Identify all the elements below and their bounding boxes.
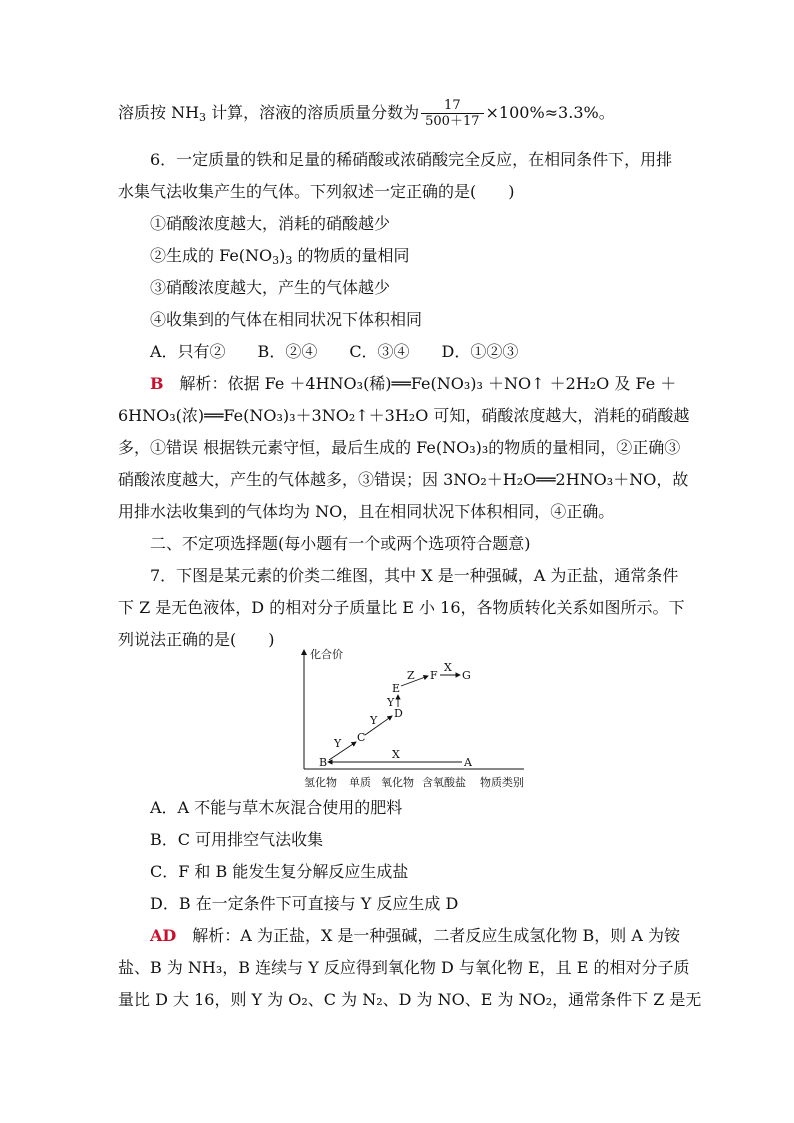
node-C: C — [357, 731, 366, 744]
question-7-line-1: 7．下图是某元素的价类二维图，其中 X 是一种强碱，A 为正盐，通常条件 — [150, 566, 679, 585]
text: 计算，溶液的溶质质量分数为 — [206, 103, 420, 122]
question-6-line-2: 水集气法收集产生的气体。下列叙述一定正确的是( ) — [118, 182, 515, 201]
edge-label: X — [392, 748, 400, 761]
x-category: 单质 — [349, 776, 371, 789]
option-7-b: B．C 可用排空气法收集 — [150, 830, 324, 849]
question-7-line-2: 下 Z 是无色液体，D 的相对分子质量比 E 小 16，各物质转化关系如图所示。下 — [118, 598, 685, 617]
section-heading: 二、不定项选择题(每小题有一个或两个选项符合题意) — [150, 534, 531, 553]
text: 解析：依据 Fe ＋4HNO₃(稀)══Fe(NO₃)₃ ＋NO↑ ＋2H₂O 及 Fe ＋ — [163, 374, 677, 393]
fraction-denominator: 500＋17 — [425, 114, 480, 129]
edge-label: X — [444, 661, 452, 674]
explanation-7-line-1 — [150, 926, 680, 946]
option-7-c: C．F 和 B 能发生复分解反应生成盐 — [150, 862, 409, 881]
text: ×100%≈3.3%。 — [485, 103, 615, 122]
x-category: 含氧酸盐 — [422, 776, 466, 789]
statement-2 — [150, 246, 410, 266]
solution-line-1 — [118, 98, 615, 129]
text: 解析：A 为正盐，X 是一种强碱，二者反应生成氢化物 B，则 A 为铵 — [176, 926, 680, 945]
text: ②生成的 Fe(NO — [150, 246, 273, 265]
answer-label: B — [150, 374, 164, 393]
node-G: G — [462, 669, 471, 682]
subscript: 3 — [199, 111, 207, 124]
fraction-numerator: 17 — [421, 98, 483, 114]
explanation-6-line-3: 多，①错误 根据铁元素守恒，最后生成的 Fe(NO₃)₃的物质的量相同，②正确③ — [118, 438, 681, 457]
text: 溶质按 NH — [118, 103, 200, 122]
explanation-7-line-3: 量比 D 大 16，则 Y 为 O₂、C 为 N₂、D 为 NO、E 为 NO₂，通常条件下 Z 是无 — [118, 990, 702, 1009]
edge-label: Y — [334, 737, 342, 750]
explanation-7-line-2: 盐、B 为 NH₃，B 连续与 Y 反应得到氧化物 D 与氧化物 E，且 E 的相对分子质 — [118, 958, 690, 977]
question-7-line-3: 列说法正确的是( ) — [118, 630, 275, 649]
subscript: 3 — [285, 254, 293, 267]
edge-label: Y — [387, 696, 395, 709]
question-6-options: A．只有② B．②④ C．③④ D．①②③ — [150, 342, 519, 361]
x-category: 物质类别 — [480, 776, 524, 789]
explanation-6-line-4: 硝酸浓度越大，产生的气体越多，③错误；因 3NO₂＋H₂O══2HNO₃＋NO，故 — [118, 470, 689, 489]
subscript: 3 — [272, 254, 280, 267]
node-F: F — [430, 669, 438, 682]
statement-1: ①硝酸浓度越大，消耗的硝酸越少 — [150, 214, 391, 233]
node-A: A — [464, 756, 472, 769]
fraction — [421, 98, 483, 129]
question-6-line-1: 6．一定质量的铁和足量的稀硝酸或浓硝酸完全反应，在相同条件下，用排 — [150, 150, 673, 169]
option-7-a: A．A 不能与草木灰混合使用的肥料 — [150, 798, 403, 817]
answer-label: AD — [150, 926, 177, 945]
option-7-d: D．B 在一定条件下可直接与 Y 反应生成 D — [150, 894, 459, 913]
y-axis-label: 化合价 — [310, 648, 343, 661]
text: ) — [279, 246, 286, 265]
valence-class-diagram — [292, 646, 532, 792]
node-D: D — [394, 707, 403, 720]
statement-3: ③硝酸浓度越大，产生的气体越少 — [150, 278, 391, 297]
node-E: E — [392, 682, 401, 695]
x-category: 氢化物 — [304, 776, 337, 789]
statement-4: ④收集到的气体在相同状况下体积相同 — [150, 310, 423, 329]
edge-label: Y — [370, 714, 378, 727]
node-B: B — [319, 756, 328, 769]
explanation-6-line-5: 用排水法收集到的气体均为 NO，且在相同状况下体积相同，④正确。 — [118, 502, 615, 521]
explanation-6-line-1 — [150, 374, 676, 394]
x-category: 氧化物 — [381, 776, 414, 789]
edge-label: Z — [407, 669, 415, 682]
explanation-6-line-2: 6HNO₃(浓)══Fe(NO₃)₃＋3NO₂↑＋3H₂O 可知，硝酸浓度越大，消耗的硝酸越 — [118, 406, 690, 425]
text: 的物质的量相同 — [292, 246, 410, 265]
